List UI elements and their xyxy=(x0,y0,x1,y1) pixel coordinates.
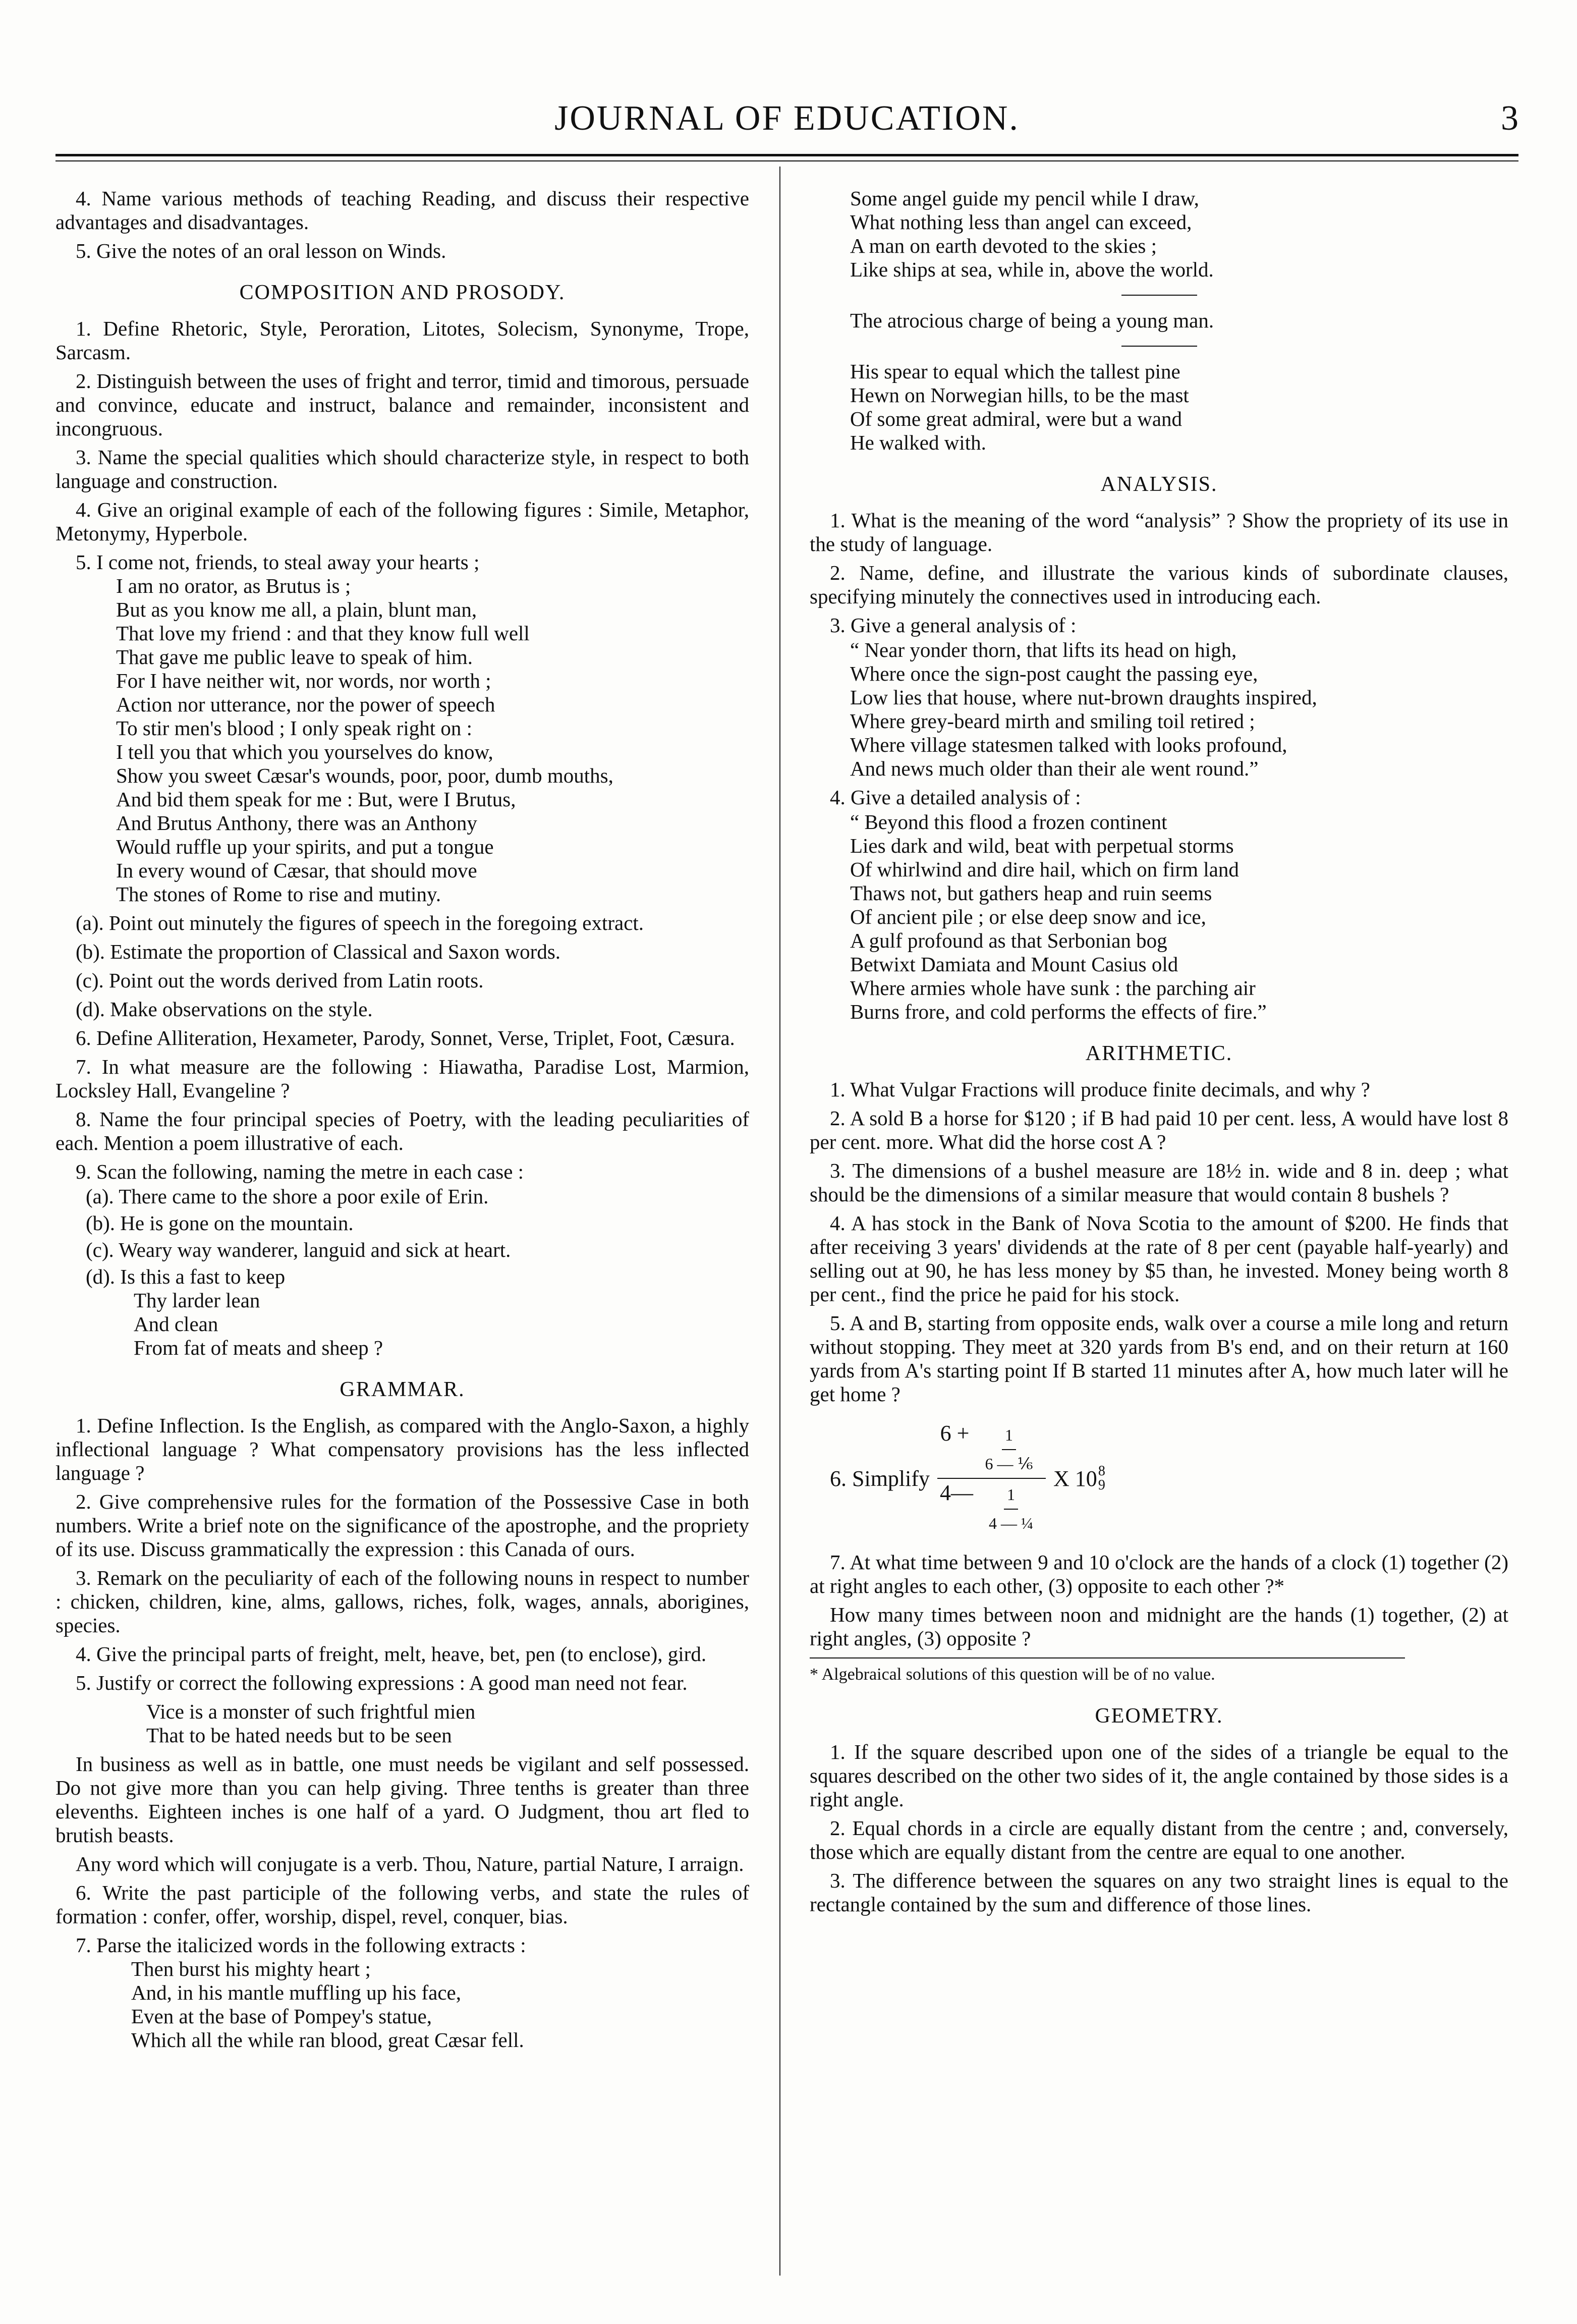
analysis-q3: 3. Give a general analysis of : xyxy=(830,614,1077,637)
composition-q5-extract: I am no orator, as Brutus is ; But as you know me all, a plain, blunt man, That love my friend : and that they know full well That gave me public leave to speak of him. For I have neither wit, nor words, nor worth ; Action nor utterance, nor the power of speech To stir men's blood ; I only speak right on : I tell you that which you yourselves do know, Show you sweet Cæsar's wounds, poor, poor, dumb mouths, And bid them speak for me : But, were I Brutus, And Brutus Anthony, there was an Anthony Would ruffle up your spirits, and put a tongue In every wound of Cæsar, that should move The stones of Rome to rise and mutiny. xyxy=(116,574,613,906)
journal-title: JOURNAL OF EDUCATION. xyxy=(554,99,1020,138)
footnote: * Algebraical solutions of this question will be of no value. xyxy=(810,1657,1405,1686)
composition-q1: 1. Define Rhetoric, Style, Peroration, Litotes, Solecism, Synonyme, Trope, Sarcasm. xyxy=(55,317,749,364)
multiplier-sub: 9 xyxy=(1098,1477,1105,1493)
composition-q3: 3. Name the special qualities which should characterize style, in respect to both language and construction. xyxy=(55,446,749,492)
composition-q5-a: (a). Point out minutely the figures of speech in the foregoing extract. xyxy=(76,911,644,934)
grammar-q4: 4. Give the principal parts of freight, melt, heave, bet, pen (to enclose), gird. xyxy=(76,1642,707,1666)
grammar-q5-extract: Vice is a monster of such frightful mien That to be hated needs but to be seen xyxy=(146,1700,476,1747)
arithmetic-q3: 3. The dimensions of a bushel measure are 18½ in. wide and 8 in. deep ; what should be the dimensions of a similar measure that would contain 8 bushels ? xyxy=(810,1159,1508,1206)
fraction-denominator xyxy=(937,1479,1046,1535)
denominator-term: 4— xyxy=(940,1480,974,1505)
geometry-q3: 3. The difference between the squares on any two straight lines is equal to the rectangle contained by the sum and difference of those lines. xyxy=(810,1869,1508,1916)
multiplier-fraction xyxy=(1098,1464,1105,1492)
grammar-q3: 3. Remark on the peculiarity of each of the following nouns in respect to number : chicken, children, kine, alms, gallows, riches, folk, wages, annals, aborigines, species. xyxy=(55,1566,749,1637)
composition-q9-b: (b). He is gone on the mountain. xyxy=(86,1211,354,1235)
grammar-q1: 1. Define Inflection. Is the English, as compared with the Anglo-Saxon, a highly inflectional language ? What compensatory provisions has the less inflected language ? xyxy=(55,1414,749,1484)
grammar-q5-sentences: In business as well as in battle, one must needs be vigilant and self possessed. Do not give more than you can help giving. Three tenths is greater than three elevenths. Eighteen inches is one half of a yard. O Judgment, thou art fled to brutish beasts. xyxy=(55,1752,749,1847)
fraction-numerator xyxy=(937,1421,1046,1479)
geometry-q1: 1. If the square described upon one of the sides of a triangle be equal to the squares described on the other two sides of it, the angle contained by those sides is a right angle. xyxy=(810,1740,1508,1811)
inner-fraction-bottom xyxy=(986,1483,1036,1535)
arithmetic-q1: 1. What Vulgar Fractions will produce finite decimals, and why ? xyxy=(830,1078,1370,1101)
page-number: 3 xyxy=(1501,99,1518,138)
column-divider xyxy=(779,167,780,2276)
composition-q8: 8. Name the four principal species of Poetry, with the leading peculiarities of each. Mention a poem illustrative of each. xyxy=(55,1108,749,1154)
multiplier: X 10 xyxy=(1053,1466,1097,1491)
inner-numerator: 1 xyxy=(1004,1483,1018,1510)
arithmetic-q7: 7. At what time between 9 and 10 o'clock are the hands of a clock (1) together (2) at right angles to each other, (3) opposite to each other ?* xyxy=(810,1551,1508,1597)
analysis-q1: 1. What is the meaning of the word “analysis” ? Show the propriety of its use in the study of language. xyxy=(810,509,1508,556)
header-rule-thin xyxy=(55,160,1518,161)
section-heading-analysis: ANALYSIS. xyxy=(1100,473,1218,496)
composition-q5: 5. I come not, friends, to steal away your hearts ; xyxy=(76,550,480,574)
arithmetic-q6-label: 6. Simplify xyxy=(830,1466,930,1491)
grammar-q7: 7. Parse the italicized words in the following extracts : xyxy=(76,1933,526,1957)
section-heading-arithmetic: ARITHMETIC. xyxy=(1085,1042,1233,1065)
arithmetic-q7-more: How many times between noon and midnight are the hands (1) together, (2) at right angles, (3) opposite ? xyxy=(810,1603,1508,1650)
right-column xyxy=(810,187,1508,1921)
intro-q4: 4. Name various methods of teaching Reading, and discuss their respective advantages and disadvantages. xyxy=(55,187,749,234)
short-rule xyxy=(1121,295,1197,296)
extract-angel: Some angel guide my pencil while I draw, What nothing less than angel can exceed, A man on earth devoted to the skies ; Like ships at sea, while in, above the world. xyxy=(850,187,1214,281)
header-rule xyxy=(55,154,1518,156)
composition-q5-b: (b). Estimate the proportion of Classical and Saxon words. xyxy=(76,940,561,963)
grammar-q5: 5. Justify or correct the following expressions : A good man need not fear. xyxy=(76,1671,688,1694)
analysis-q3-extract: “ Near yonder thorn, that lifts its head on high, Where once the sign-post caught the passing eye, Low lies that house, where nut-brown draughts inspired, Where grey-beard mirth and smiling toil retired ; Where village statesmen talked with looks profound, And news much older than their ale went round.” xyxy=(850,638,1317,780)
composition-q2: 2. Distinguish between the uses of fright and terror, timid and timorous, persuade and convince, educate and instruct, balance and remainder, inconsistent and incongruous. xyxy=(55,369,749,440)
arithmetic-q5: 5. A and B, starting from opposite ends, walk over a course a mile long and return without stopping. They meet at 320 yards from B's end, and on their return at 160 yards from A's starting point If B started 11 minutes after A, how much later will he get home ? xyxy=(810,1311,1508,1406)
numerator-term: 6 + xyxy=(940,1421,970,1446)
short-rule xyxy=(1121,346,1197,347)
grammar-q5-more: Any word which will conjugate is a verb. Thou, Nature, partial Nature, I arraign. xyxy=(76,1852,744,1875)
composition-q9: 9. Scan the following, naming the metre in each case : xyxy=(76,1160,524,1183)
analysis-q2: 2. Name, define, and illustrate the various kinds of subordinate clauses, specifying minutely the connectives used in introducing each. xyxy=(810,561,1508,608)
analysis-q4: 4. Give a detailed analysis of : xyxy=(830,786,1081,809)
geometry-q2: 2. Equal chords in a circle are equally distant from the centre ; and, conversely, those which are equally distant from the centre are equal to one another. xyxy=(810,1816,1508,1863)
composition-q5-d: (d). Make observations on the style. xyxy=(76,998,373,1021)
inner-denominator: 4 — ¼ xyxy=(989,1514,1034,1532)
inner-fraction-top xyxy=(982,1423,1036,1476)
inner-denominator: 6 — ⅙ xyxy=(985,1455,1033,1473)
extract-atrocious: The atrocious charge of being a young man. xyxy=(850,309,1214,332)
section-heading-composition: COMPOSITION AND PROSODY. xyxy=(239,281,566,304)
arithmetic-q2: 2. A sold B a horse for $120 ; if B had paid 10 per cent. less, A would have lost 8 per cent. more. What did the horse cost A ? xyxy=(810,1106,1508,1153)
multiplier-sup: 8 xyxy=(1098,1463,1105,1479)
grammar-q6: 6. Write the past participle of the following verbs, and state the rules of formation : confer, offer, worship, dispel, revel, conquer, bias. xyxy=(55,1881,749,1928)
composition-q5-c: (c). Point out the words derived from Latin roots. xyxy=(76,969,484,992)
main-fraction xyxy=(937,1421,1046,1535)
left-column xyxy=(55,187,749,2057)
arithmetic-q4: 4. A has stock in the Bank of Nova Scotia to the amount of $200. He finds that after receiving 3 years' dividends at the rate of 8 per cent (payable half-yearly) and selling out at 90, he has less money by $5 than, he invested. Money being worth 8 per cent., find the price he paid for his stock. xyxy=(810,1211,1508,1306)
extract-spear: His spear to equal which the tallest pine Hewn on Norwegian hills, to be the mast Of some great admiral, were but a wand He walked with. xyxy=(850,360,1189,454)
composition-q9-extract: Thy larder lean And clean From fat of meats and sheep ? xyxy=(134,1289,383,1359)
section-heading-grammar: GRAMMAR. xyxy=(340,1378,465,1401)
composition-q9-c: (c). Weary way wanderer, languid and sick at heart. xyxy=(86,1238,511,1261)
composition-q6: 6. Define Alliteration, Hexameter, Parody, Sonnet, Verse, Triplet, Foot, Cæsura. xyxy=(76,1026,735,1049)
analysis-q4-extract: “ Beyond this flood a frozen continent Lies dark and wild, beat with perpetual storms Of whirlwind and dire hail, which on firm land Thaws not, but gathers heap and ruin seems Of ancient pile ; or else deep snow and ice, A gulf profound as that Serbonian bog Betwixt Damiata and Mount Casius old Where armies whole have sunk : the parching air Burns frore, and cold performs the effects of fire.” xyxy=(850,810,1267,1023)
composition-q9-d: (d). Is this a fast to keep xyxy=(86,1265,286,1288)
page-header xyxy=(55,98,1518,154)
composition-q9-a: (a). There came to the shore a poor exile of Erin. xyxy=(86,1185,489,1208)
section-heading-geometry: GEOMETRY. xyxy=(1095,1704,1223,1728)
grammar-q2: 2. Give comprehensive rules for the formation of the Possessive Case in both numbers. Write a brief note on the significance of the apostrophe, and the propriety of its use. Discuss grammatically the expression : this Canada of ours. xyxy=(55,1490,749,1561)
intro-q5: 5. Give the notes of an oral lesson on Winds. xyxy=(76,239,446,262)
composition-q7: 7. In what measure are the following : Hiawatha, Paradise Lost, Marmion, Locksley Hall, Evangeline ? xyxy=(55,1055,749,1102)
grammar-q7-extract: Then burst his mighty heart ; And, in his mantle muffling up his face, Even at the base of Pompey's statue, Which all the while ran blood, great Cæsar fell. xyxy=(131,1957,524,2052)
composition-q4: 4. Give an original example of each of the following figures : Simile, Metaphor, Metonymy, Hyperbole. xyxy=(55,498,749,545)
arithmetic-q6-formula xyxy=(830,1421,1508,1535)
inner-numerator: 1 xyxy=(1002,1423,1016,1450)
